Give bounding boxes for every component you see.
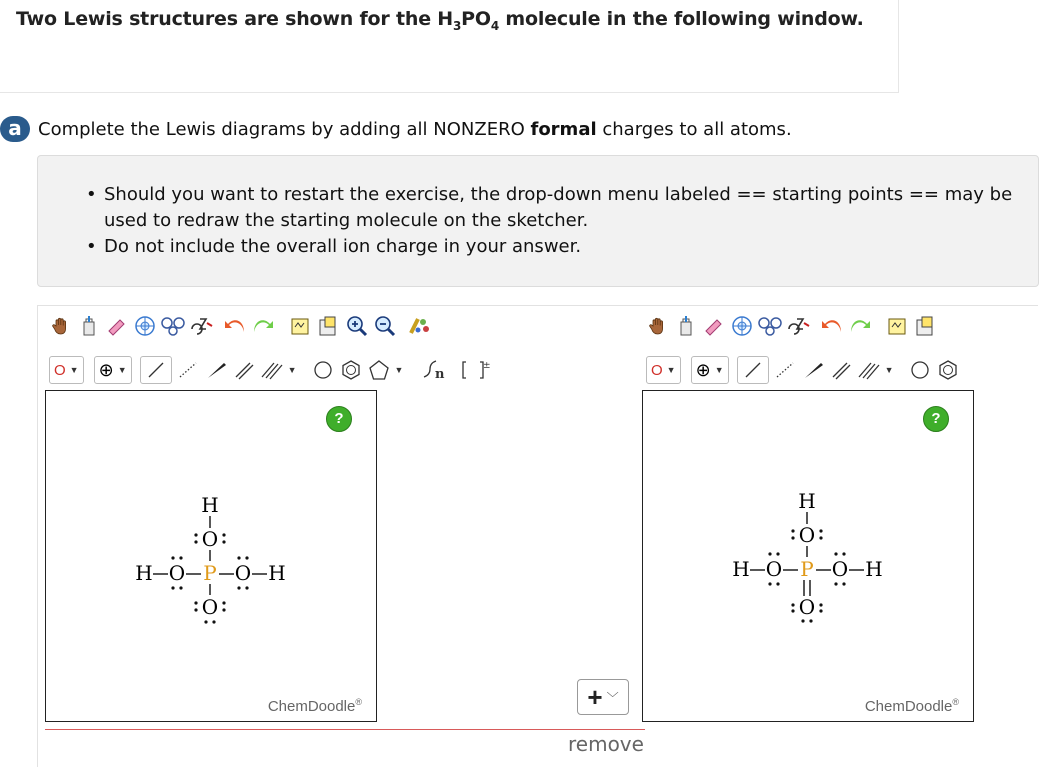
atom-h-left[interactable]: H — [135, 561, 153, 585]
wedge-bond-icon[interactable] — [801, 358, 825, 382]
eraser-icon[interactable] — [702, 314, 726, 338]
wedge-bond-icon[interactable] — [204, 358, 228, 382]
toolbar-draw — [646, 356, 960, 384]
center-icon[interactable] — [730, 314, 754, 338]
atom-h-right[interactable]: H — [865, 557, 883, 581]
atom-o-bottom[interactable]: O — [201, 595, 219, 619]
lewis-structure-2 — [643, 391, 973, 721]
clean-icon[interactable] — [161, 314, 185, 338]
caret-down-icon[interactable]: ▼ — [287, 365, 297, 375]
instructions-list — [86, 182, 1034, 260]
clean-icon[interactable] — [758, 314, 782, 338]
lasso-icon[interactable] — [77, 314, 101, 338]
help-button[interactable]: ? — [923, 406, 949, 432]
template-icon[interactable] — [886, 314, 910, 338]
single-bond-tool[interactable] — [140, 356, 172, 384]
chemdoodle-brand: ChemDoodle® — [864, 697, 959, 715]
atom-h-top[interactable]: H — [201, 493, 219, 517]
remove-link[interactable]: remove — [568, 732, 644, 756]
toolbar-main — [49, 314, 431, 338]
double-bond-icon[interactable] — [829, 358, 853, 382]
eraser-icon[interactable] — [105, 314, 129, 338]
atom-p[interactable]: P — [203, 561, 217, 585]
lewis-structure-1 — [46, 391, 376, 721]
single-bond-tool[interactable] — [737, 356, 769, 384]
single-bond-icon — [743, 360, 763, 380]
instruction-item: • Do not include the overall ion charge in your answer. — [86, 236, 582, 257]
atom-h-right[interactable]: H — [268, 561, 286, 585]
clipboard-icon[interactable] — [914, 314, 938, 338]
atom-o-top[interactable]: O — [201, 527, 219, 551]
atom-o-right[interactable]: O — [831, 557, 849, 581]
instructions-panel — [37, 155, 1039, 287]
cyclopentane-icon[interactable] — [908, 358, 932, 382]
undo-icon[interactable] — [223, 314, 247, 338]
hand-pan-icon[interactable] — [49, 314, 73, 338]
triple-bond-icon[interactable] — [857, 358, 881, 382]
caret-down-icon[interactable]: ▼ — [884, 365, 894, 375]
toolbar-main — [646, 314, 938, 338]
sketcher-1 — [45, 306, 585, 726]
flip-icon[interactable] — [189, 314, 213, 338]
sketcher-canvas[interactable] — [45, 390, 377, 722]
double-bond-icon[interactable] — [232, 358, 256, 382]
add-structure-button[interactable] — [577, 679, 629, 715]
undo-icon[interactable] — [820, 314, 844, 338]
benzene-icon[interactable] — [339, 358, 363, 382]
caret-down-icon: ▼ — [666, 365, 676, 375]
dashed-bond-icon[interactable] — [773, 358, 797, 382]
charge-selector[interactable]: ⊕ ▼ — [691, 356, 729, 384]
chevron-down-icon: ﹀ — [606, 690, 619, 705]
settings-icon[interactable] — [407, 314, 431, 338]
single-bond-icon — [146, 360, 166, 380]
center-icon[interactable] — [133, 314, 157, 338]
plus-icon: + — [587, 682, 603, 712]
redo-icon[interactable] — [251, 314, 275, 338]
caret-down-icon: ▼ — [69, 365, 79, 375]
atom-o-left[interactable]: O — [168, 561, 186, 585]
svg-text:n: n — [435, 367, 445, 382]
atom-h-left[interactable]: H — [732, 557, 750, 581]
repeat-unit-icon[interactable] — [421, 358, 457, 382]
pentagon-ring-icon[interactable] — [367, 358, 391, 382]
caret-down-icon[interactable]: ▼ — [394, 365, 404, 375]
bracket-charge-icon[interactable] — [461, 358, 489, 382]
question-title: Two Lewis structures are shown for the $H_3PO_4$ molecule in the following window. — [16, 8, 864, 33]
chemdoodle-brand: ChemDoodle® — [267, 697, 362, 715]
instruction-item: • Should you want to restart the exercise, the drop-down menu labeled == starting points == may be used to redraw the starting molecule on the sketcher. — [86, 184, 1013, 231]
svg-text:±: ± — [483, 361, 491, 371]
atom-o-top[interactable]: O — [798, 523, 816, 547]
question-header — [0, 0, 899, 93]
lasso-icon[interactable] — [674, 314, 698, 338]
caret-down-icon: ▼ — [714, 365, 724, 375]
benzene-icon[interactable] — [936, 358, 960, 382]
triple-bond-icon[interactable] — [260, 358, 284, 382]
atom-h-top[interactable]: H — [798, 489, 816, 513]
cyclopentane-icon[interactable] — [311, 358, 335, 382]
element-selector[interactable]: O ▼ — [49, 356, 84, 384]
atom-o-right[interactable]: O — [234, 561, 252, 585]
zoom-out-icon[interactable] — [373, 314, 397, 338]
atom-o-left[interactable]: O — [765, 557, 783, 581]
dashed-bond-icon[interactable] — [176, 358, 200, 382]
hand-pan-icon[interactable] — [646, 314, 670, 338]
toolbar-draw — [49, 356, 489, 384]
sketcher-2 — [642, 306, 1024, 726]
atom-o-bottom[interactable]: O — [798, 595, 816, 619]
element-selector[interactable]: O ▼ — [646, 356, 681, 384]
part-prompt: Complete the Lewis diagrams by adding all NONZERO formal charges to all atoms. — [38, 119, 792, 140]
caret-down-icon: ▼ — [117, 365, 127, 375]
zoom-in-icon[interactable] — [345, 314, 369, 338]
atom-p[interactable]: P — [800, 557, 814, 581]
flip-icon[interactable] — [786, 314, 810, 338]
redo-icon[interactable] — [848, 314, 872, 338]
help-button[interactable]: ? — [326, 406, 352, 432]
sketcher-canvas[interactable] — [642, 390, 974, 722]
part-badge: a — [0, 116, 30, 142]
clipboard-icon[interactable] — [317, 314, 341, 338]
answer-divider — [45, 729, 645, 730]
charge-selector[interactable]: ⊕ ▼ — [94, 356, 132, 384]
template-icon[interactable] — [289, 314, 313, 338]
